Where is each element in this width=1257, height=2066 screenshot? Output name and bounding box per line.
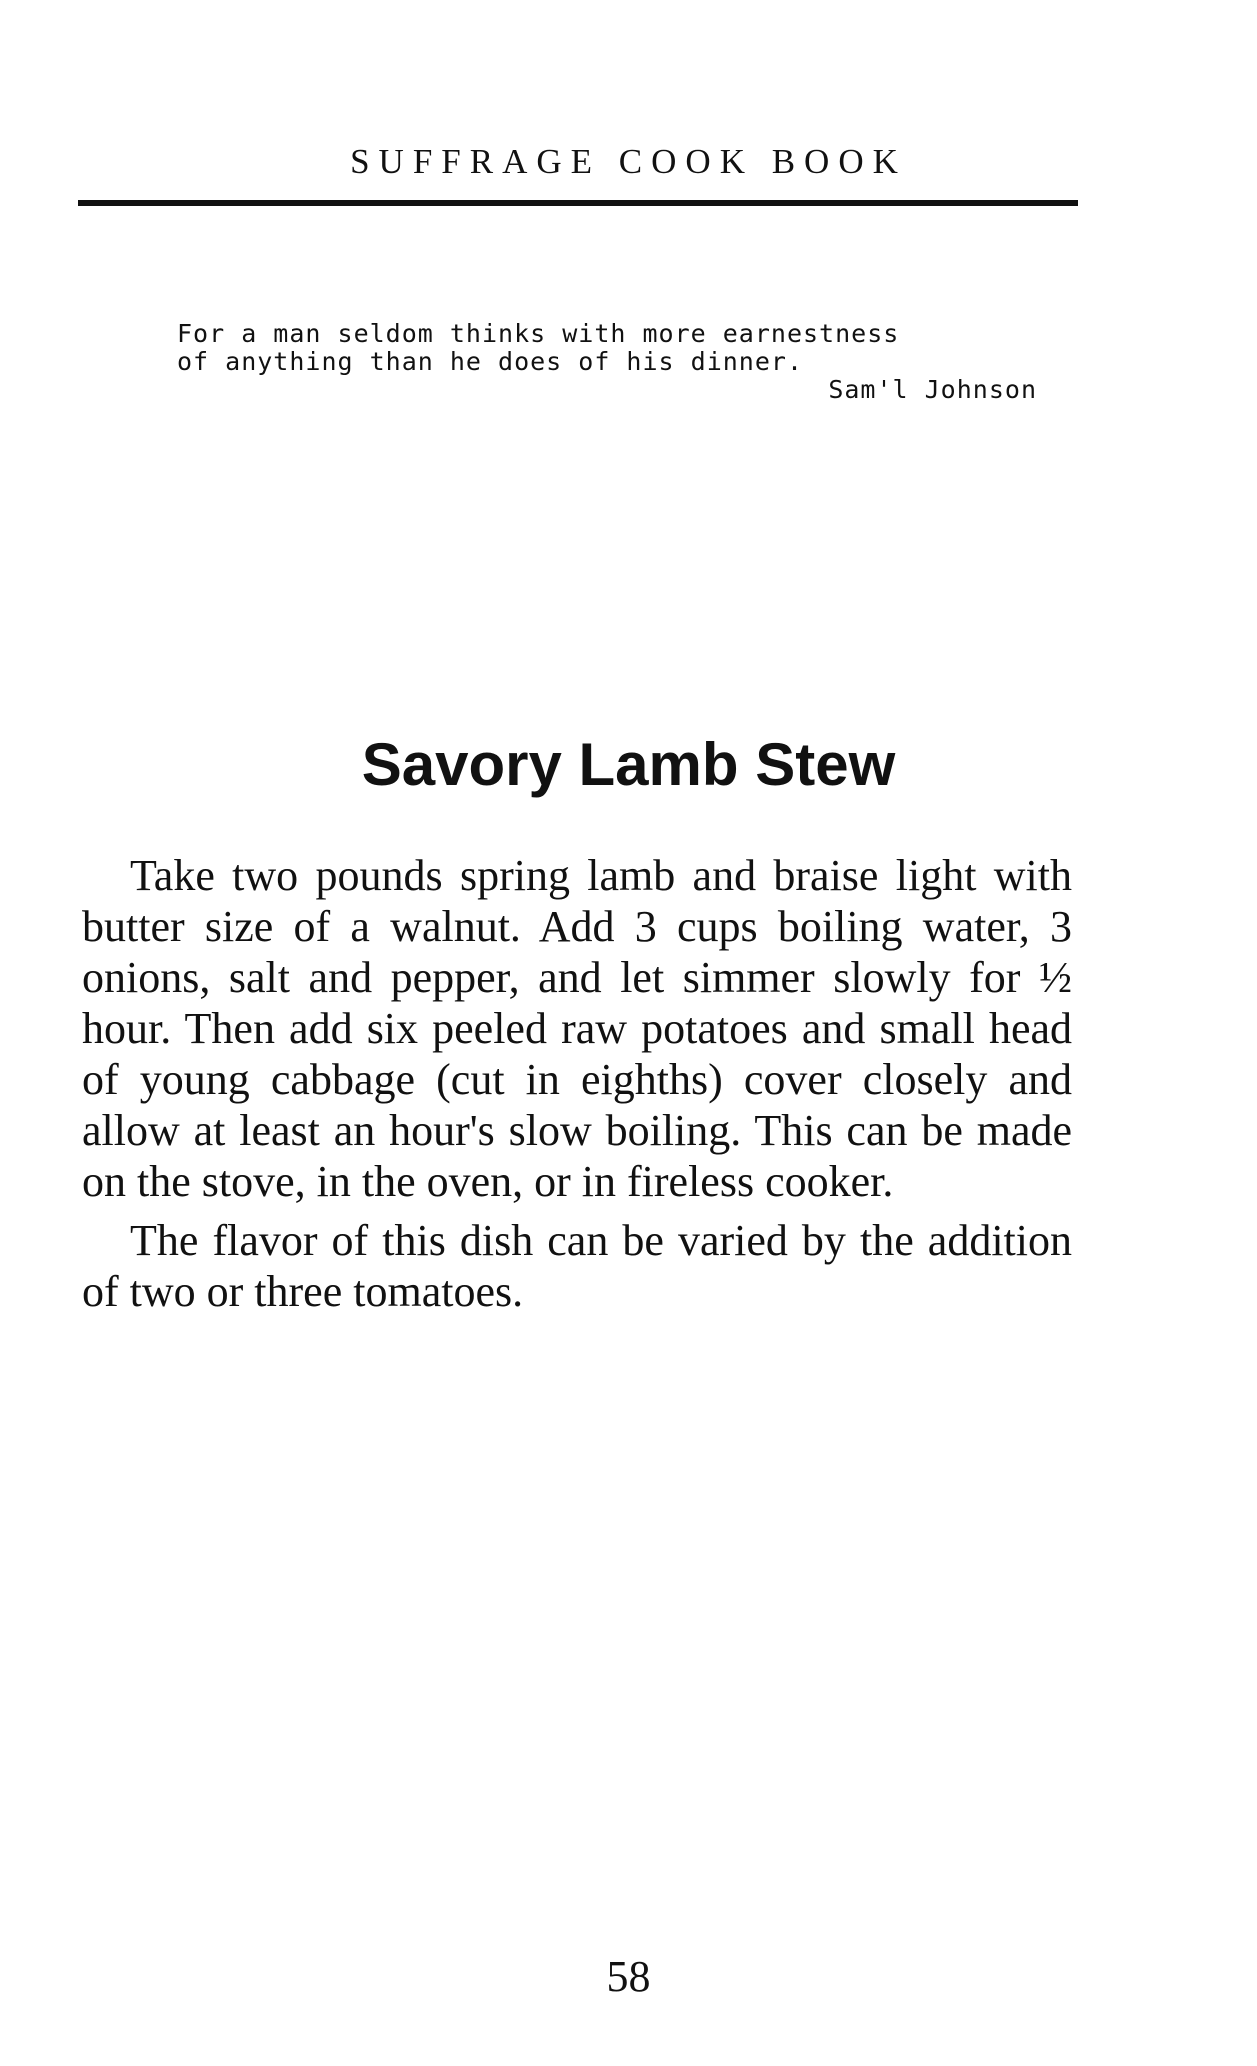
recipe-paragraph: Take two pounds spring lamb and braise light with butter size of a walnut. Add 3 cups boiling water, 3 onions, salt and pepper, and let simmer slowly for ½ hour. Then add six peeled raw potatoes and small head of young cabbage (cut in eighths) cover closely and allow at least an hour's slow boiling. This can be made on the stove, in the oven, or in fireless cooker.	[82, 851, 1072, 1206]
header-rule	[78, 200, 1078, 206]
page-number: 58	[606, 1952, 651, 2001]
recipe-title: Savory Lamb Stew	[361, 731, 896, 798]
recipe-paragraph: The flavor of this dish can be varied by the addition of two or three tomatoes.	[82, 1216, 1072, 1316]
recipe-body	[82, 850, 1072, 1325]
epigraph-attribution: Sam'l Johnson	[828, 375, 1037, 404]
running-head: SUFFRAGE COOK BOOK	[350, 142, 907, 181]
epigraph-line: For a man seldom thinks with more earnestness	[177, 319, 900, 348]
epigraph	[177, 320, 1037, 404]
epigraph-line: of anything than he does of his dinner.	[177, 347, 803, 376]
